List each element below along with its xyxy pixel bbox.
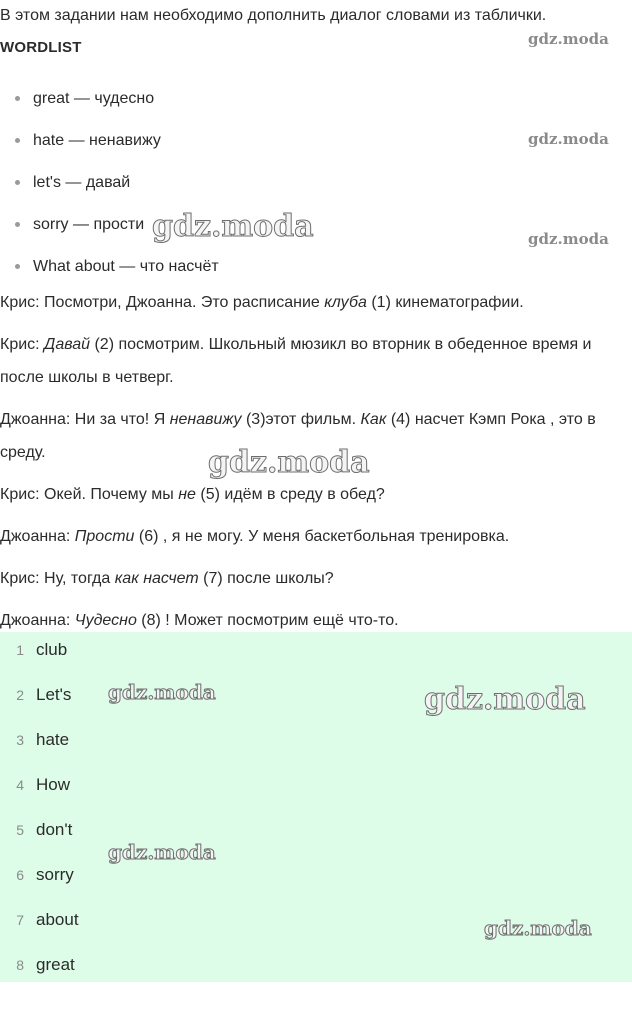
answer-row — [0, 860, 74, 890]
dialog-line — [0, 478, 630, 511]
dialog-text: Крис: Окей. Почему мы — [0, 486, 179, 503]
watermark: gdz.moda — [152, 209, 314, 244]
dialog-answer-word: Прости — [74, 528, 135, 545]
wordlist-item-text: What about — что насчёт — [33, 258, 219, 275]
dialog-text: Джоанна: — [0, 612, 75, 629]
dialog-text: Крис: Ну, тогда — [0, 570, 115, 587]
dialog-text: (4) насчет Кэмп Рока , это в среду. — [0, 411, 596, 461]
dialog-line — [0, 562, 630, 595]
wordlist-title: WORDLIST — [0, 39, 82, 56]
wordlist — [0, 84, 219, 294]
dialog-text: (1) кинематографии. — [366, 294, 524, 311]
dialog-line — [0, 328, 630, 394]
wordlist-item-text: sorry — прости — [33, 216, 145, 233]
answer-number: 5 — [16, 822, 24, 838]
wordlist-item — [0, 126, 219, 168]
answer-row — [0, 815, 72, 845]
answer-row — [0, 950, 75, 980]
bullet-icon — [15, 96, 20, 101]
answer-number: 2 — [16, 687, 24, 703]
bullet-icon — [15, 180, 20, 185]
dialog-text: Крис: — [0, 336, 45, 353]
answer-number: 3 — [16, 732, 24, 748]
answer-number: 6 — [16, 867, 24, 883]
dialog-text: Джоанна: — [0, 528, 75, 545]
answer-row — [0, 725, 69, 755]
dialog-text: (6) , я не могу. У меня баскетбольная тренировка. — [134, 528, 510, 545]
dialog-answer-word: клуба — [324, 294, 367, 311]
answer-word: sorry — [36, 865, 74, 884]
answer-number: 1 — [16, 642, 24, 658]
dialog-text: (8) ! Может посмотрим ещё что-то. — [136, 612, 399, 629]
answer-number: 4 — [16, 777, 24, 793]
watermark: gdz.moda — [528, 130, 609, 148]
watermark: gdz.moda — [108, 680, 216, 704]
answer-word: club — [36, 640, 68, 659]
dialog-text: (2) посмотрим. Школьный мюзикл во вторник в обеденное время и после школы в четверг. — [0, 336, 592, 386]
answer-word: about — [36, 910, 79, 929]
answer-number: 8 — [16, 957, 24, 973]
answer-word: hate — [36, 730, 70, 749]
intro-text: В этом задании нам необходимо дополнить диалог словами из таблички. — [0, 7, 547, 24]
wordlist-item — [0, 168, 219, 210]
dialog-answer-word: Чудесно — [74, 612, 137, 629]
answer-word: How — [36, 775, 71, 794]
dialog-line — [0, 520, 630, 553]
answer-row — [0, 680, 71, 710]
watermark: gdz.moda — [528, 230, 609, 248]
watermark: gdz.moda — [484, 916, 592, 940]
dialog-answer-word: Как — [360, 411, 387, 428]
wordlist-item-text: let's — давай — [33, 174, 131, 191]
dialog-answer-word: как насчет — [114, 570, 199, 587]
bullet-icon — [15, 138, 20, 143]
answer-word: Let's — [36, 685, 72, 704]
dialog-answer-word: не — [178, 486, 196, 503]
dialog-text: (7) после школы? — [198, 570, 334, 587]
wordlist-item-text: great — чудесно — [33, 90, 155, 107]
answer-number: 7 — [16, 912, 24, 928]
wordlist-item-text: hate — ненавижу — [33, 132, 161, 149]
answer-row — [0, 905, 79, 935]
watermark: gdz.moda — [208, 445, 370, 480]
answer-row — [0, 770, 70, 800]
answer-row — [0, 635, 67, 665]
dialog-text: Джоанна: Ни за что! Я — [0, 411, 170, 428]
dialog-text: (3)этот фильм. — [241, 411, 361, 428]
dialog-answer-word: Давай — [44, 336, 91, 353]
dialog-text: (5) идём в среду в обед? — [195, 486, 385, 503]
watermark: gdz.moda — [424, 682, 586, 717]
dialog-answer-word: ненавижу — [169, 411, 242, 428]
watermark: gdz.moda — [108, 840, 216, 864]
answer-word: don't — [36, 820, 73, 839]
answer-word: great — [36, 955, 75, 974]
watermark: gdz.moda — [528, 30, 609, 48]
dialog-text: Крис: Посмотри, Джоанна. Это расписание — [0, 294, 325, 311]
wordlist-item — [0, 84, 219, 126]
dialog-line — [0, 286, 630, 319]
bullet-icon — [15, 264, 20, 269]
bullet-icon — [15, 222, 20, 227]
